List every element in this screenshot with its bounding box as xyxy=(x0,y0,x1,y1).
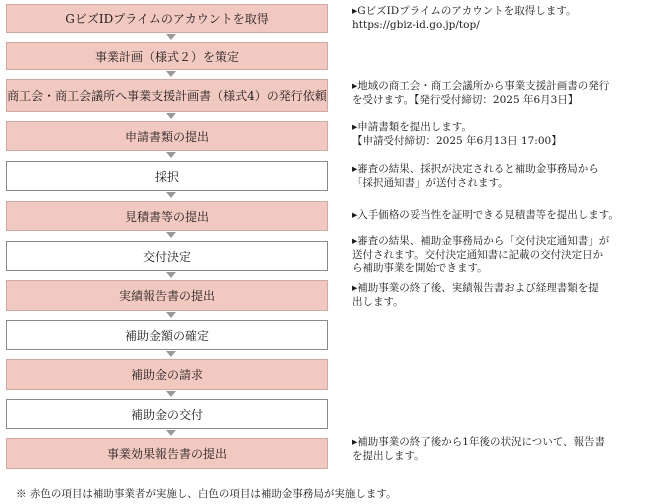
step-support-plan-request: 商工会・商工会議所へ事業支援計画書（様式4）の発行依頼 xyxy=(6,79,328,112)
step-grant-decision: 交付決定 xyxy=(6,241,328,271)
step-gbizid: GビズIDプライムのアカウントを取得 xyxy=(6,4,328,33)
flow-arrow xyxy=(166,71,176,77)
step-business-plan: 事業計画（様式２）を策定 xyxy=(6,42,328,70)
legend-footnote: ※ 赤色の項目は補助事業者が実施し、白色の項目は補助金事務局が実施します。 xyxy=(16,488,397,500)
flow-arrow xyxy=(166,232,176,238)
step-claim: 補助金の請求 xyxy=(6,359,328,390)
flow-arrow xyxy=(166,272,176,278)
flow-arrow xyxy=(166,351,176,357)
step-effect-report: 事業効果報告書の提出 xyxy=(6,438,328,469)
note-quote: ▸入手価格の妥当性を証明できる見積書等を提出します。 xyxy=(352,209,619,221)
step-quote-submit: 見積書等の提出 xyxy=(6,201,328,231)
step-application-submit: 申請書類の提出 xyxy=(6,121,328,151)
step-performance-report: 実績報告書の提出 xyxy=(6,280,328,311)
note-performance-report: ▸補助事業の終了後、実績報告書および経理書類を提 出します。 xyxy=(352,282,599,308)
note-application: ▸申請書類を提出します。 【申請受付締切：2025 年6月13日 17:00】 xyxy=(352,121,562,147)
flow-arrow xyxy=(166,430,176,436)
step-amount-confirm: 補助金額の確定 xyxy=(6,320,328,350)
flow-arrow xyxy=(166,113,176,119)
note-effect-report: ▸補助事業の終了後から1年後の状況について、報告書 を提出します。 xyxy=(352,436,606,462)
flow-arrow xyxy=(166,192,176,198)
flow-arrow xyxy=(166,152,176,158)
flow-arrow xyxy=(166,312,176,318)
note-support-plan: ▸地域の商工会・商工会議所から事業支援計画書の発行 を受けます。【発行受付締切：2025 年6月3日】 xyxy=(352,80,610,106)
note-adoption: ▸審査の結果、採択が決定されると補助金事務局から 「採択通知書」が送付されます。 xyxy=(352,163,599,189)
flow-arrow xyxy=(166,391,176,397)
note-grant-decision: ▸審査の結果、補助金事務局から「交付決定通知書」が 送付されます。交付決定通知書に記載の交付決定日か ら補助事業を開始できます。 xyxy=(352,235,610,274)
note-gbizid: ▸GビズIDプライムのアカウントを取得します。 https://gbiz-id.go.jp/top/ xyxy=(352,5,577,31)
step-adoption: 採択 xyxy=(6,161,328,191)
flow-arrow xyxy=(166,34,176,40)
step-grant-payment: 補助金の交付 xyxy=(6,399,328,429)
